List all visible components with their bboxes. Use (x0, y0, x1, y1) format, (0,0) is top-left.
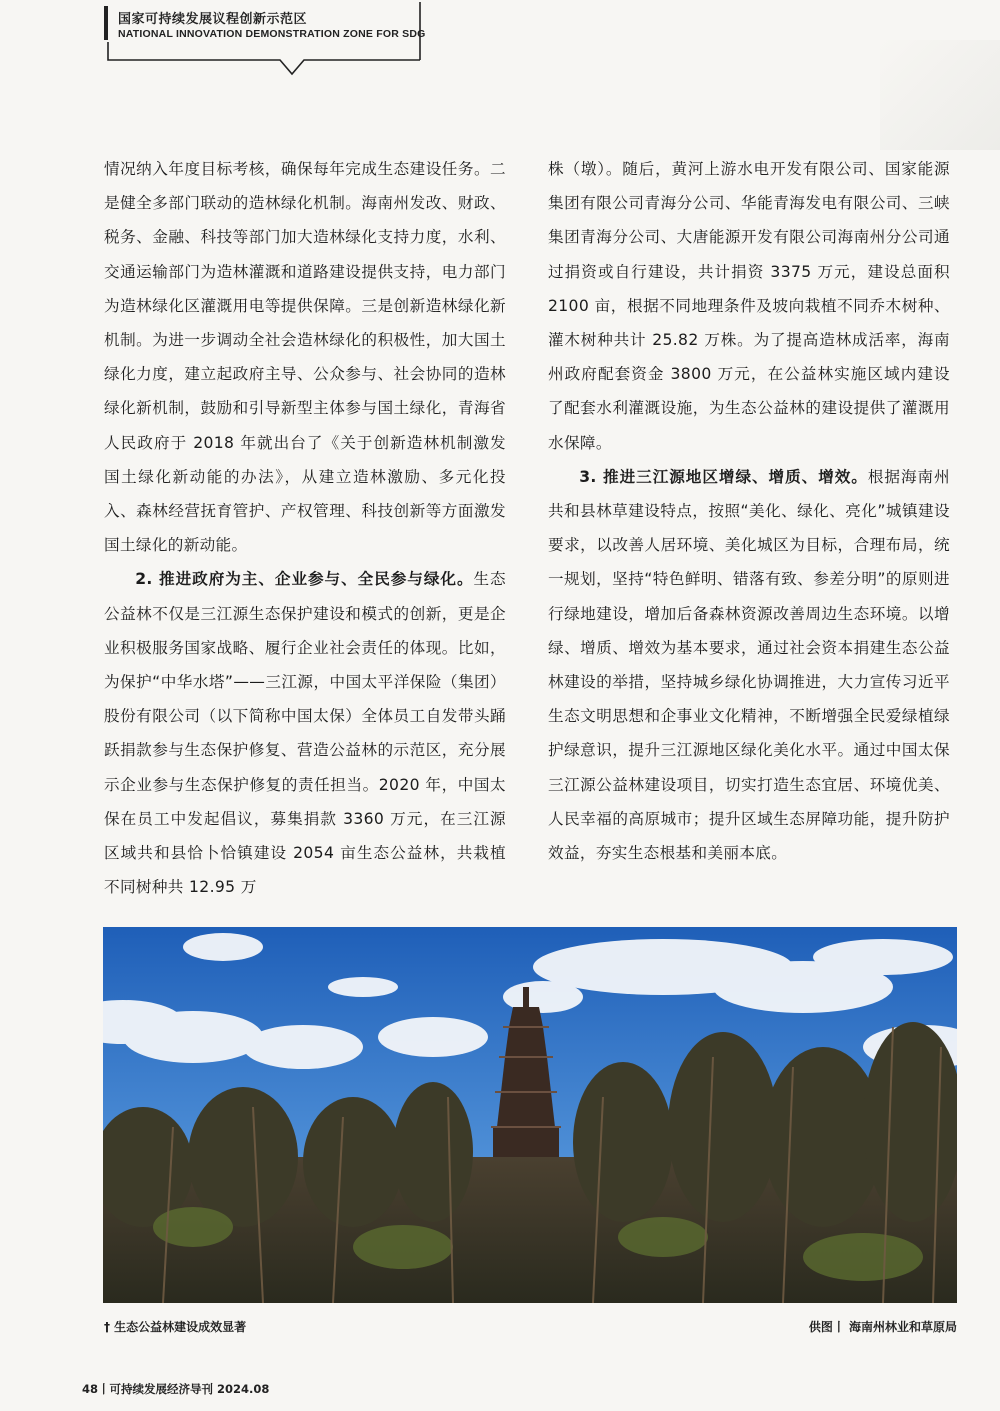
section-title: 国家可持续发展议程创新示范区 (118, 12, 308, 27)
photo-caption: † 生态公益林建设成效显著 (104, 1320, 247, 1334)
paragraph-heading: 2. 推进政府为主、企业参与、全民参与绿化。 (135, 570, 474, 589)
forest-photo (103, 927, 957, 1303)
paragraph: 情况纳入年度目标考核，确保每年完成生态建设任务。二是健全多部门联动的造林绿化机制。海南州发改、财政、税务、金融、科技等部门加大造林绿化支持力度，水利、交通运输部门为造林灌溉和道路建设提供支持，电力部门为造林绿化区灌溉用电等提供保障。三是创新造林绿化新机制。为进一步调动全社会造林绿化的积极性，加大国土绿化力度，建立起政府主导、公众参与、社会协同的造林绿化新机制，鼓励和引导新型主体参与国土绿化，青海省人民政府于 2018 年就出台了《关于创新造林机制激发国土绿化新动能的办法》，从建立造林激励、多元化投入、森林经营抚育管护、产权管理、科技创新等方面激发国土绿化的新动能。 (104, 160, 506, 555)
paragraph-heading: 3. 推进三江源地区增绿、增质、增效。 (579, 467, 868, 486)
paragraph-body: 生态公益林不仅是三江源生态保护建设和模式的创新，更是企业积极服务国家战略、履行企业社会责任的体现。比如，为保护“中华水塔”——三江源，中国太平洋保险（集团）股份有限公司（以下简称中国太保）全体员工自发带头踊跃捐款参与生态保护修复、营造公益林的示范区，充分展示企业参与生态保护修复的责任担当。2020 年，中国太保在员工中发起倡议，募集捐款 3360 万元，在三江源区域共和县恰卜恰镇建设 2054 亩生态公益林，共栽植不同树种共 12.95 万 (104, 570, 506, 897)
right-column (548, 152, 950, 870)
left-column (104, 152, 506, 904)
header-accent-bar (104, 6, 108, 40)
paragraph (104, 562, 506, 904)
page-footer: 48丨可持续发展经济导刊 2024.08 (82, 1382, 270, 1396)
section-subtitle: NATIONAL INNOVATION DEMONSTRATION ZONE FOR SDG (118, 28, 426, 40)
paragraph (548, 460, 950, 870)
paragraph: 株（墩）。随后，黄河上游水电开发有限公司、国家能源集团有限公司青海分公司、华能青海发电有限公司、三峡集团青海分公司、大唐能源开发有限公司海南州分公司通过捐资或自行建设，共计捐资 3375 万元，建设总面积 2100 亩，根据不同地理条件及坡向栽植不同乔木树种、灌木树种共计 25.82 万株。为了提高造林成活率，海南州政府配套资金 3800 万元，在公益林实施区域内建设了配套水利灌溉设施，为生态公益林的建设提供了灌溉用水保障。 (548, 160, 950, 452)
paragraph-body: 根据海南州共和县林草建设特点，按照“美化、绿化、亮化”城镇建设要求，以改善人居环境、美化城区为目标，合理布局，统一规划，坚持“特色鲜明、错落有致、参差分明”的原则进行绿地建设，增加后备森林资源改善周边生态环境。以增绿、增质、增效为基本要求，通过社会资本捐建生态公益林建设的举措，坚持城乡绿化协调推进，大力宣传习近平生态文明思想和企事业文化精神，不断增强全民爱绿植绿护绿意识，提升三江源地区绿化美化水平。通过中国太保三江源公益林建设项目，切实打造生态宜居、环境优美、人民幸福的高原城市；提升区域生态屏障功能，提升防护效益，夯实生态根基和美丽本底。 (548, 467, 950, 863)
photo-credit: 供图丨 海南州林业和草原局 (808, 1320, 957, 1334)
pagoda-forest-image (103, 927, 957, 1303)
